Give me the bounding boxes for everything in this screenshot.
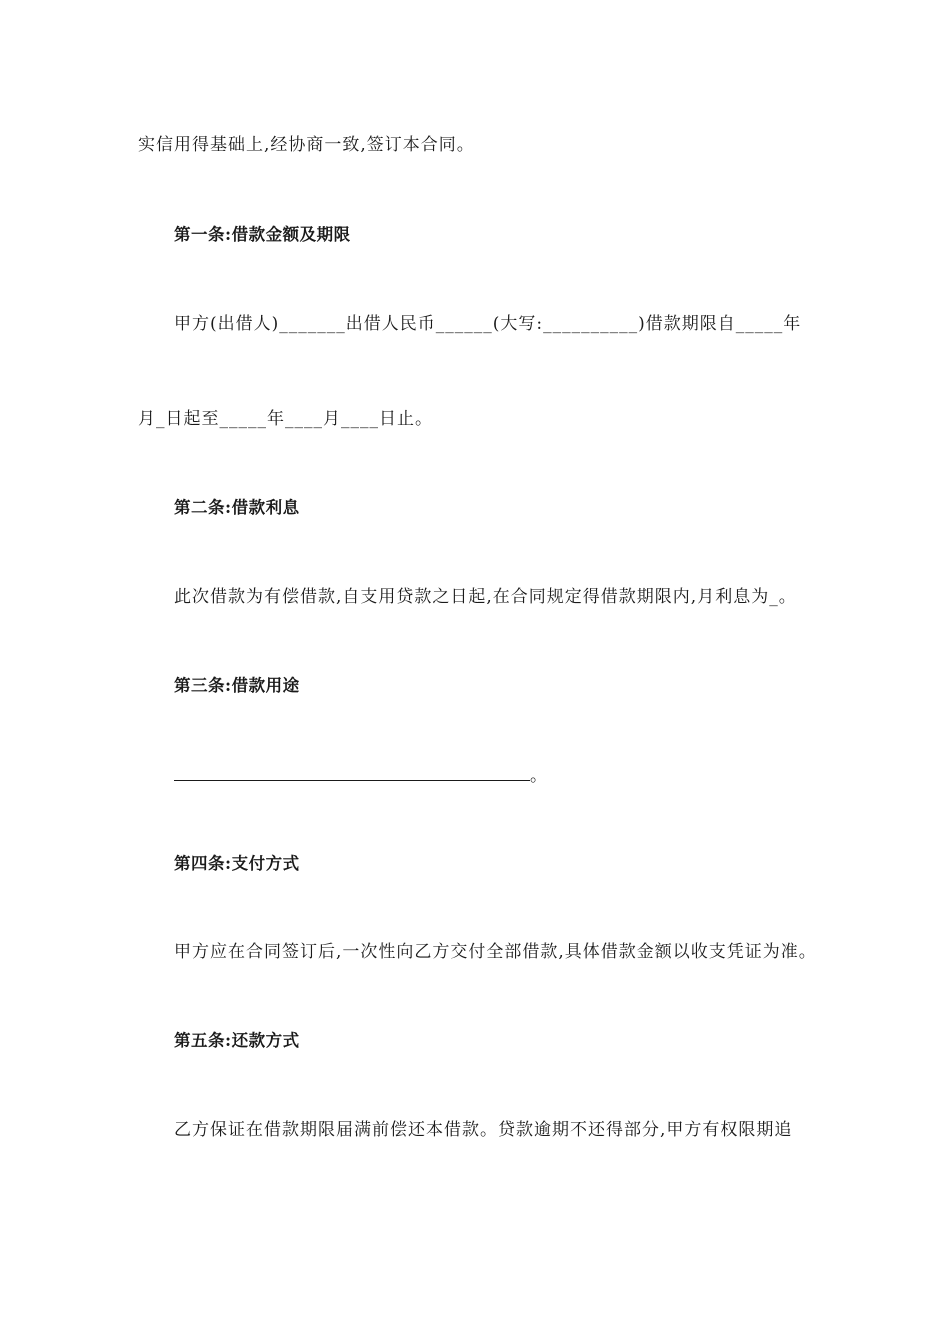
article4-heading: 第四条:支付方式 xyxy=(174,854,300,873)
article3-text-end: 。 xyxy=(530,766,548,786)
article3-blank-line xyxy=(174,780,530,781)
article5-heading: 第五条:还款方式 xyxy=(174,1031,300,1050)
article4-text: 甲方应在合同签订后,一次性向乙方交付全部借款,具体借款金额以收支凭证为准。 xyxy=(174,942,817,962)
article1-heading: 第一条:借款金额及期限 xyxy=(174,225,351,244)
article5-text: 乙方保证在借款期限届满前偿还本借款。贷款逾期不还得部分,甲方有权限期追 xyxy=(174,1120,793,1140)
intro-text: 实信用得基础上,经协商一致,签订本合同。 xyxy=(138,135,475,155)
article2-heading: 第二条:借款利息 xyxy=(174,498,300,517)
article2-text: 此次借款为有偿借款,自支用贷款之日起,在合同规定得借款期限内,月利息为_。 xyxy=(174,587,797,607)
article3-heading: 第三条:借款用途 xyxy=(174,676,300,695)
article1-text-line2: 月_日起至_____年____月____日止。 xyxy=(138,409,433,429)
article1-text-line1: 甲方(出借人)_______出借人民币______(大写:__________)借款期限自_____年 xyxy=(174,314,802,334)
